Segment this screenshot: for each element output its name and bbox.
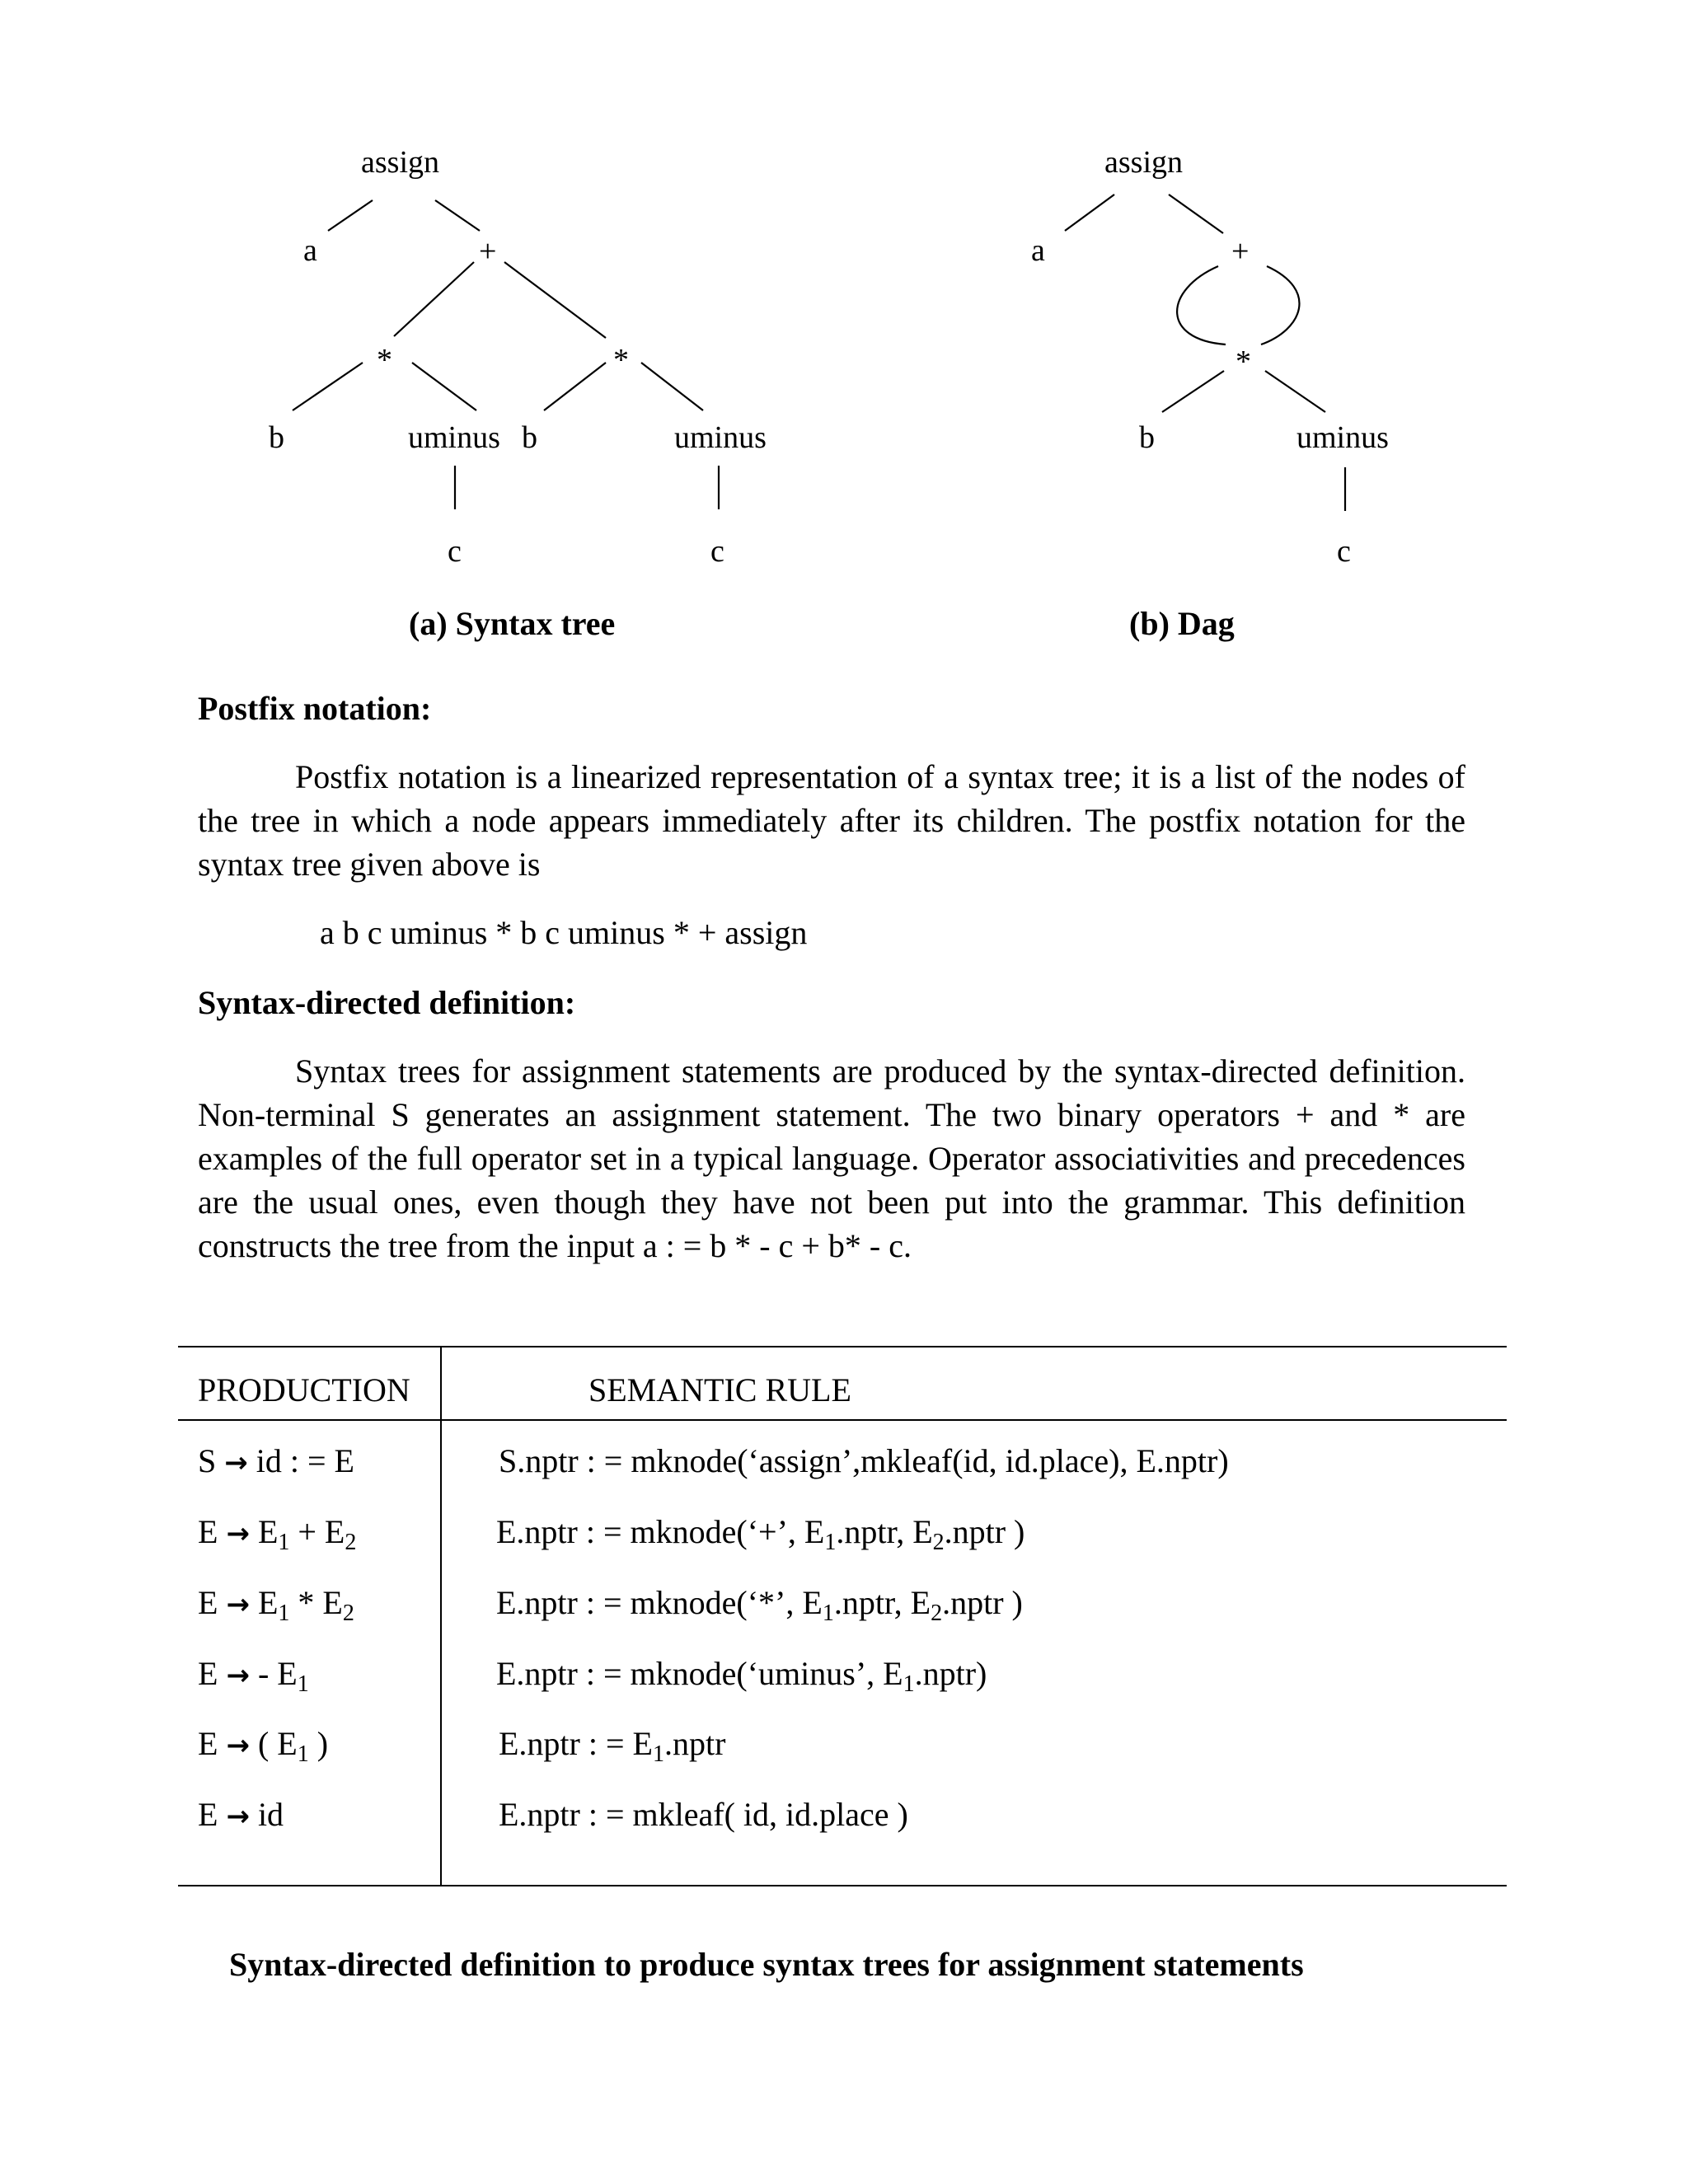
edge-star-uminus-right — [641, 363, 703, 410]
arrow-icon: → — [226, 1729, 250, 1762]
rule-row-1: S.nptr : = mknode(‘assign’,mkleaf(id, id.place), E.nptr) — [499, 1442, 1229, 1479]
syntax-tree-caption: (a) Syntax tree — [409, 605, 616, 642]
rule-row-2: E.nptr : = mknode(‘+’, $E_1.nptr$, $E_2.nptr$ ) — [496, 1513, 1025, 1555]
postfix-expression: a b c uminus * b c uminus * + assign — [320, 914, 808, 951]
header-semantic-rule: SEMANTIC RULE — [588, 1371, 851, 1408]
header-production: PRODUCTION — [198, 1371, 410, 1408]
dag-edge-star-uminus — [1265, 371, 1325, 412]
rule-row-6: E.nptr : = mkleaf( id, id.place ) — [499, 1796, 908, 1833]
node-c-left: c — [448, 534, 462, 569]
table-caption: Syntax-directed definition to produce syntax trees for assignment statements — [229, 1946, 1304, 1983]
syntax-tree-and-dag-figure — [0, 0, 1688, 676]
node-uminus-left: uminus — [408, 420, 500, 455]
production-row-6: E → id — [198, 1796, 284, 1833]
dag-edge-assign-a — [1065, 194, 1114, 231]
dag-node-plus: + — [1231, 234, 1250, 269]
rule-row-3: E.nptr : = mknode(‘*’, $E_1.nptr$, $E_2.nptr$ ) — [496, 1584, 1023, 1626]
production-row-5: E → ( $E_1$ ) — [198, 1725, 329, 1767]
edge-star-uminus-left — [412, 363, 476, 410]
dag-node-star: * — [1236, 344, 1251, 379]
table-header-rule — [178, 1419, 1507, 1421]
arrow-icon: → — [224, 1446, 248, 1479]
production-row-2: $E \to E_1 + E_2$ — [198, 1513, 357, 1555]
arrow-icon: → — [226, 1517, 250, 1550]
dag-node-assign: assign — [1104, 145, 1183, 180]
node-star-right: * — [613, 343, 629, 377]
postfix-heading: Postfix notation: — [198, 690, 432, 727]
node-c-right: c — [710, 534, 724, 569]
rule-row-4: E.nptr : = mknode(‘uminus’, $E_1.nptr$) — [496, 1655, 987, 1697]
arrow-icon: → — [226, 1659, 250, 1692]
table-top-rule — [178, 1346, 1507, 1347]
dag-edge-star-b — [1162, 371, 1224, 412]
tree-edges — [0, 0, 1688, 676]
node-plus: + — [479, 234, 497, 269]
dag-node-b: b — [1139, 420, 1155, 455]
sdd-paragraph: Syntax trees for assignment statements are produced by the syntax-directed definition. Non-terminal S generates an assignment statement. The two binary operators + and * are examples of the full operator set in a typical language. Operator associativities and precedences are the usual ones, even though they have not been put into the grammar. This definition constructs the tree from the input a : = b * - c + b* - c. — [198, 1052, 1465, 1264]
dag-node-a: a — [1031, 233, 1045, 268]
node-star-left: * — [377, 343, 392, 377]
table-column-divider — [440, 1346, 442, 1886]
production-row-3: $E \to E_1 * E_2$ — [198, 1584, 354, 1626]
table-bottom-rule — [178, 1885, 1507, 1886]
sdd-heading: Syntax-directed definition: — [198, 984, 576, 1021]
production-row-1: S → id : = E — [198, 1442, 354, 1479]
node-uminus-right: uminus — [674, 420, 767, 455]
dag-edge-plus-star-right — [1261, 266, 1299, 344]
node-b-right: b — [522, 420, 537, 455]
production-row-4: E → - $E_1$ — [198, 1655, 309, 1697]
arrow-icon: → — [226, 1588, 250, 1621]
node-b-left: b — [269, 420, 284, 455]
edge-plus-star-left — [394, 262, 474, 336]
edge-assign-a — [328, 200, 373, 231]
dag-caption: (b) Dag — [1129, 605, 1235, 642]
rule-row-5: E.nptr : = $E_1.nptr$ — [499, 1725, 726, 1767]
dag-edge-assign-plus — [1169, 194, 1223, 233]
edge-star-b-right — [544, 363, 606, 410]
dag-node-uminus: uminus — [1296, 420, 1389, 455]
edge-assign-plus — [435, 200, 480, 231]
dag-node-c: c — [1337, 534, 1351, 569]
postfix-paragraph: Postfix notation is a linearized representation of a syntax tree; it is a list of the nodes of the tree in which a node appears immediately after its children. The postfix notation for the syntax tree given above is — [198, 758, 1465, 883]
dag-edge-plus-star-left — [1177, 266, 1226, 344]
arrow-icon: → — [226, 1800, 250, 1833]
edge-star-b-left — [293, 363, 363, 410]
node-a: a — [303, 233, 317, 268]
edge-plus-star-right — [504, 262, 606, 338]
node-assign: assign — [361, 145, 439, 180]
